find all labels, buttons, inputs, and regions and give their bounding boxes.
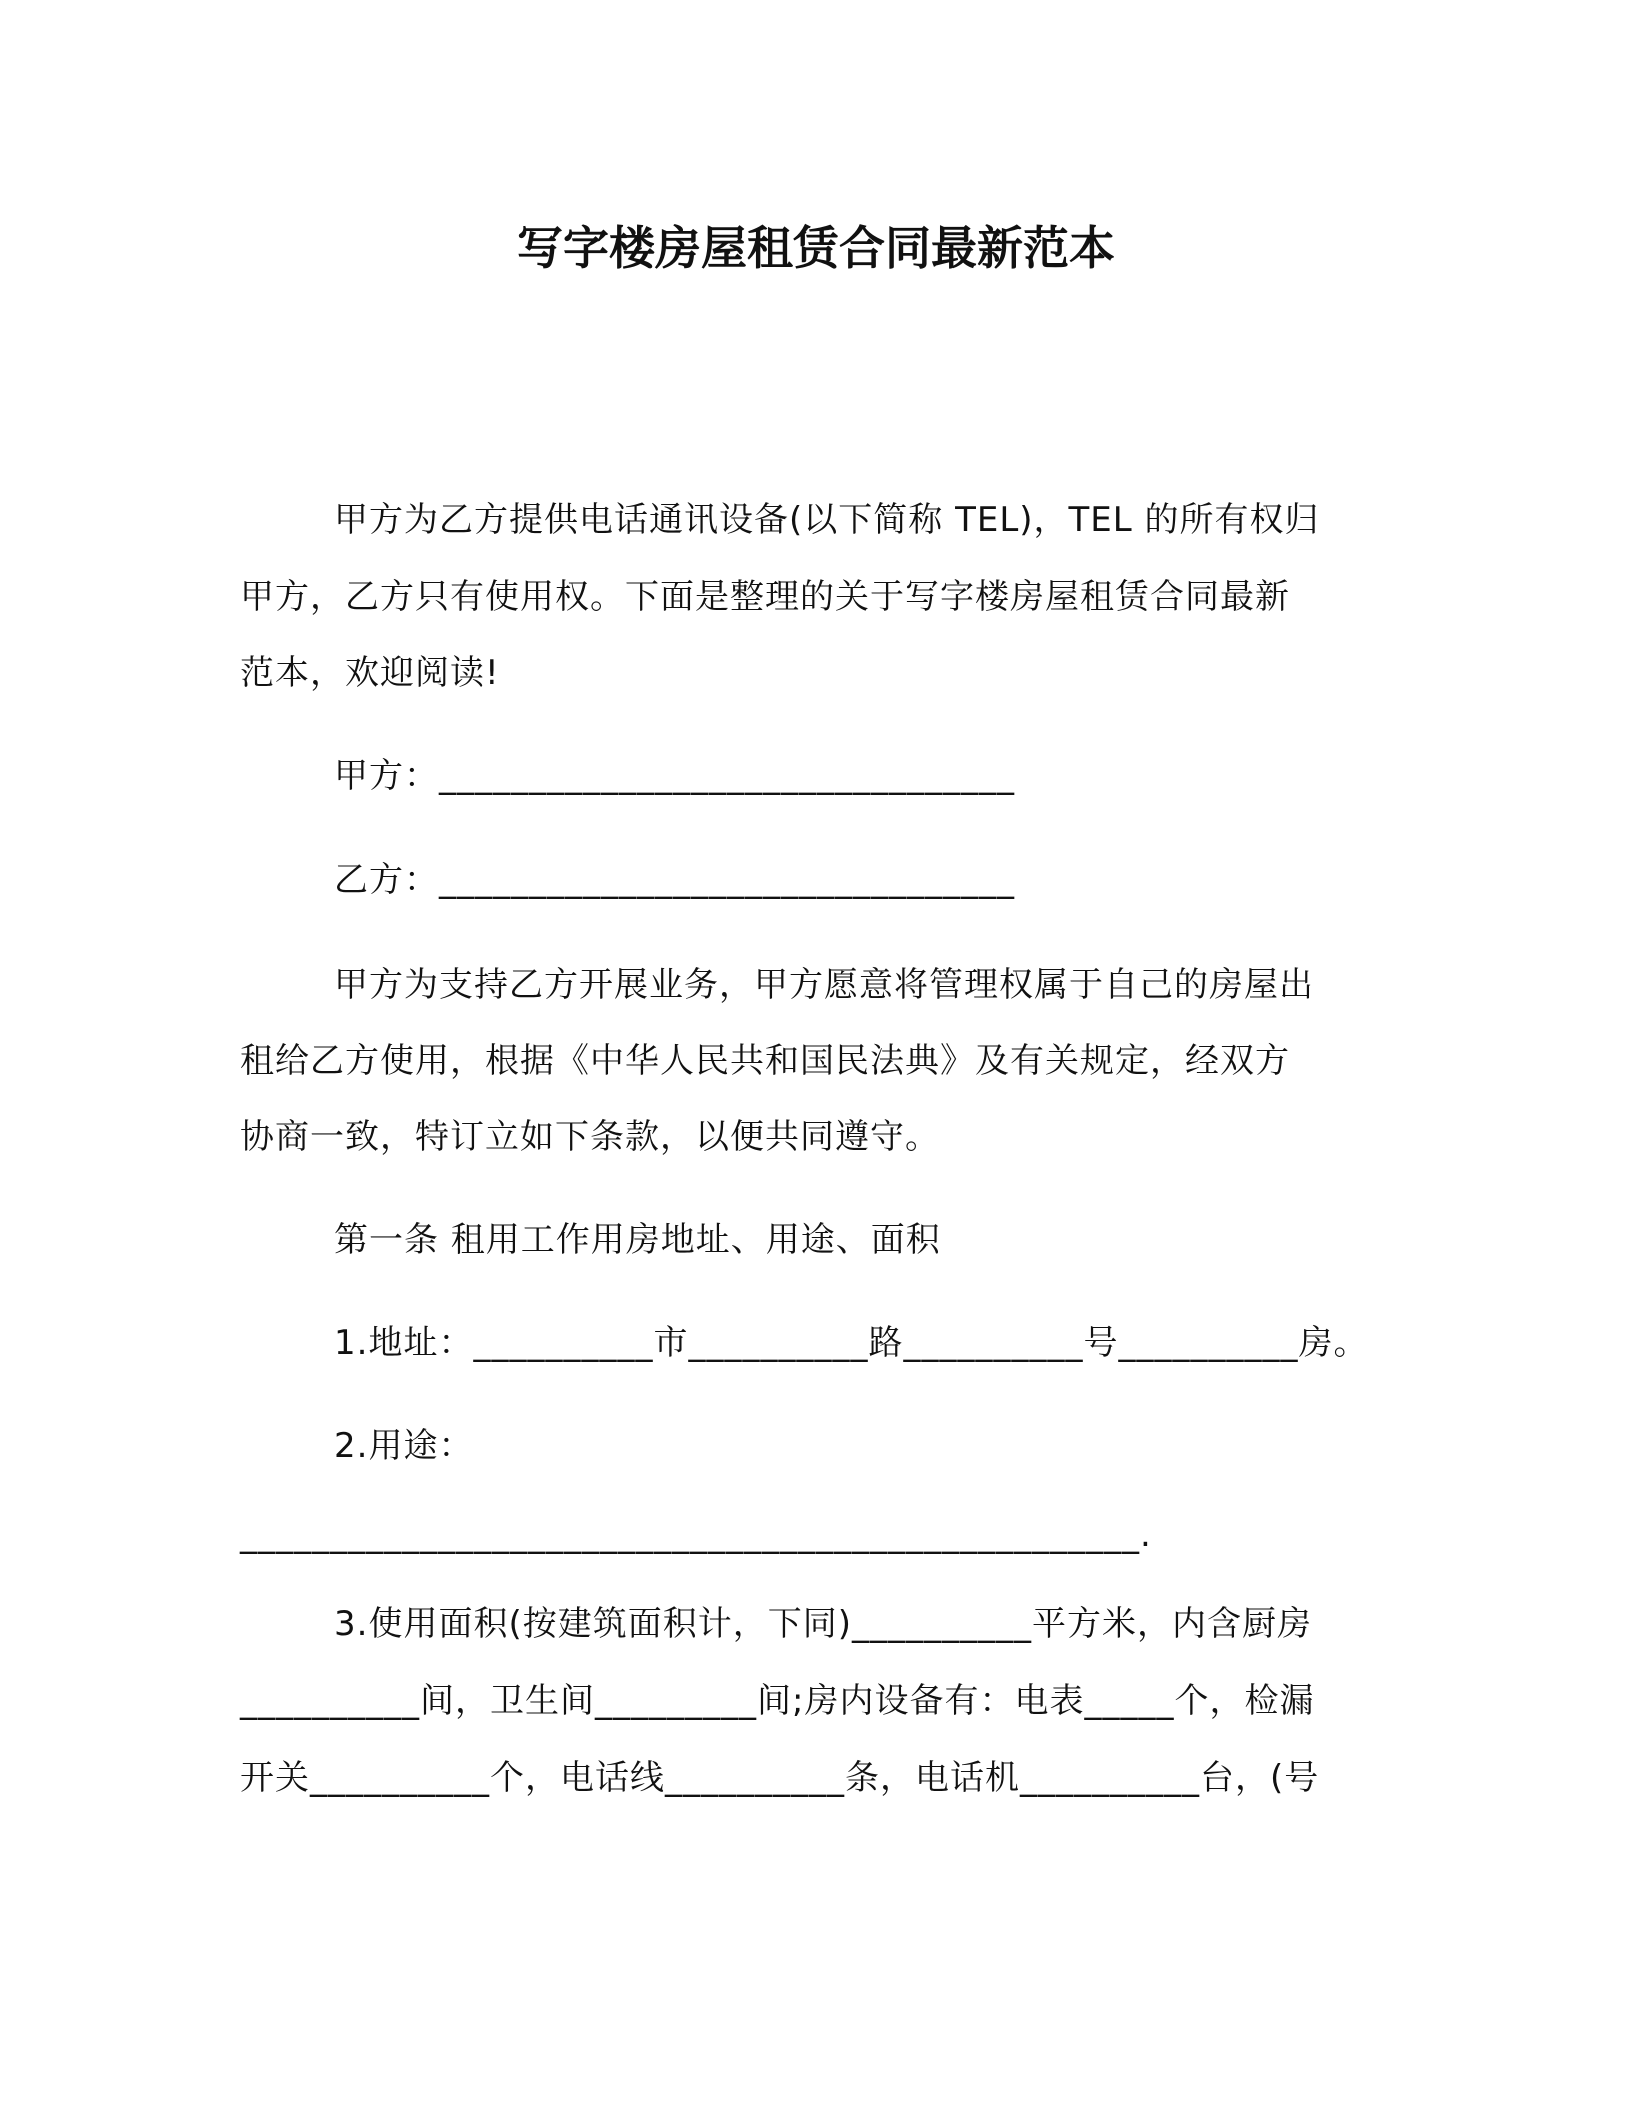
intro-line-2: 甲方，乙方只有使用权。下面是整理的关于写字楼房屋租赁合同最新: [240, 577, 1290, 617]
article-1-heading: 第一条 租用工作用房地址、用途、面积: [334, 1220, 941, 1260]
party-a-field: 甲方：________________________________: [334, 756, 1015, 796]
preamble-line-2: 租给乙方使用，根据《中华人民共和国民法典》及有关规定，经双方: [240, 1041, 1290, 1081]
address-item: 1.地址：__________市__________路__________号__________房。: [334, 1323, 1369, 1363]
area-item-line-3: 开关__________个，电话线__________条，电话机__________台，(号: [240, 1758, 1320, 1798]
preamble-line-3: 协商一致，特订立如下条款，以便共同遵守。: [240, 1117, 940, 1157]
intro-line-1: 甲方为乙方提供电话通讯设备(以下简称 TEL)，TEL 的所有权归: [334, 500, 1320, 540]
document-title: 写字楼房屋租赁合同最新范本: [517, 221, 1115, 275]
area-item-line-1: 3.使用面积(按建筑面积计，下同)__________平方米，内含厨房: [334, 1604, 1312, 1644]
party-b-field: 乙方：________________________________: [334, 860, 1015, 900]
preamble-line-1: 甲方为支持乙方开展业务，甲方愿意将管理权属于自己的房屋出: [334, 965, 1314, 1005]
intro-line-3: 范本，欢迎阅读!: [240, 653, 500, 693]
area-item-line-2: __________间，卫生间_________间;房内设备有：电表_____个，检漏: [240, 1681, 1315, 1721]
use-item-label: 2.用途：: [334, 1426, 474, 1466]
use-item-blank: __________________________________________________.: [240, 1515, 1152, 1555]
